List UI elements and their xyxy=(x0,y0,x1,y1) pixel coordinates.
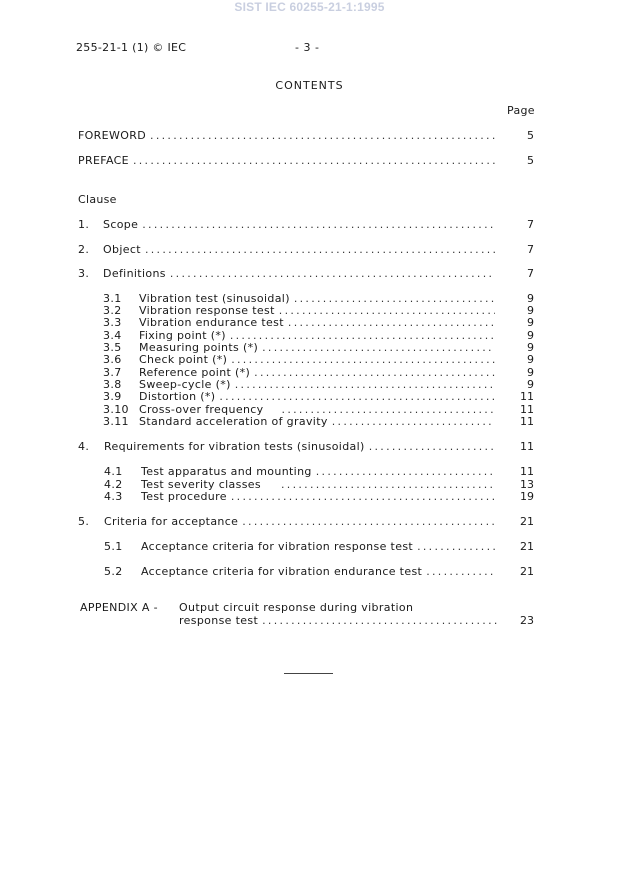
page-number: - 3 - xyxy=(295,41,320,54)
toc-entry-page: 5 xyxy=(527,154,534,167)
toc-entry-title: Requirements for vibration tests (sinusoidal) xyxy=(104,440,365,453)
toc-entry-number: 3.11 xyxy=(103,415,129,428)
toc-entry-title: Vibration endurance test xyxy=(139,316,284,329)
toc-entry-page: 9 xyxy=(527,316,534,329)
toc-entry-number: 3.2 xyxy=(103,304,122,317)
toc-entry-page: 19 xyxy=(520,490,534,503)
appendix-label: APPENDIX A - xyxy=(80,601,158,614)
toc-entry-title: Test procedure xyxy=(141,490,227,503)
toc-entry-page: 7 xyxy=(527,218,534,231)
toc-entry-number: 2. xyxy=(78,243,90,256)
toc-entry-number: 3.8 xyxy=(103,378,122,391)
dot-leader xyxy=(150,129,495,143)
toc-entry-title: Reference point (*) xyxy=(139,366,251,379)
toc-entry-page: 7 xyxy=(527,243,534,256)
toc-entry-number: 5. xyxy=(78,515,90,528)
toc-entry-title: Standard acceleration of gravity xyxy=(139,415,328,428)
dot-leader xyxy=(369,440,495,454)
toc-subentry[interactable] xyxy=(103,353,497,367)
dot-leader xyxy=(133,154,495,168)
toc-entry-appendix[interactable] xyxy=(80,601,500,615)
toc-entry-title: Acceptance criteria for vibration response test xyxy=(141,540,414,553)
toc-subentry[interactable] xyxy=(104,540,497,554)
toc-entry-title: Acceptance criteria for vibration endurance test xyxy=(141,565,423,578)
toc-entry-page: 5 xyxy=(527,129,534,142)
toc-entry-criteria[interactable] xyxy=(78,515,497,529)
toc-entry-title: Scope xyxy=(103,218,139,231)
toc-entry-number: 3.5 xyxy=(103,341,122,354)
dot-leader xyxy=(231,353,495,367)
toc-entry-page: 7 xyxy=(527,267,534,280)
toc-entry-title: Test apparatus and mounting xyxy=(141,465,312,478)
toc-entry-page: 9 xyxy=(527,304,534,317)
toc-entry-title: Sweep-cycle (*) xyxy=(139,378,231,391)
toc-subentry[interactable] xyxy=(104,490,497,504)
toc-entry-title: Definitions xyxy=(103,267,166,280)
dot-leader xyxy=(426,565,495,579)
toc-entry-page: 9 xyxy=(527,366,534,379)
dot-leader xyxy=(219,390,495,404)
toc-entry-title: Vibration test (sinusoidal) xyxy=(139,292,290,305)
toc-entry-page: 23 xyxy=(520,614,534,627)
toc-entry-title: Object xyxy=(103,243,141,256)
toc-entry-page: 9 xyxy=(527,378,534,391)
toc-entry-page: 9 xyxy=(527,341,534,354)
toc-entry-title: Criteria for acceptance xyxy=(104,515,239,528)
toc-entry-number: 5.1 xyxy=(104,540,123,553)
dot-leader xyxy=(262,614,497,628)
dot-leader xyxy=(316,465,495,479)
toc-entry-number: 3.4 xyxy=(103,329,122,342)
appendix-title-line1: Output circuit response during vibration xyxy=(179,601,414,614)
toc-entry-preface[interactable] xyxy=(78,154,497,168)
page-title: CONTENTS xyxy=(275,79,344,92)
toc-entry-appendix-continued[interactable] xyxy=(179,614,499,628)
toc-entry-page: 21 xyxy=(520,515,534,528)
toc-entry-foreword[interactable] xyxy=(78,129,497,143)
page-column-label: Page xyxy=(507,104,535,117)
dot-leader xyxy=(142,218,495,232)
dot-leader xyxy=(332,415,495,429)
toc-entry-number: 3.3 xyxy=(103,316,122,329)
toc-subentry[interactable] xyxy=(104,565,497,579)
dot-leader xyxy=(170,267,495,281)
toc-entry-page: 21 xyxy=(520,565,534,578)
toc-entry-number: 3.6 xyxy=(103,353,122,366)
toc-entry-number: 1. xyxy=(78,218,90,231)
toc-entry-number: 3.1 xyxy=(103,292,122,305)
dot-leader xyxy=(242,515,495,529)
dot-leader xyxy=(231,490,495,504)
toc-entry-page: 9 xyxy=(527,292,534,305)
toc-entry-number: 3. xyxy=(78,267,90,280)
toc-entry-title: FOREWORD xyxy=(78,129,147,142)
toc-entry-requirements[interactable] xyxy=(78,440,497,454)
toc-entry-number: 5.2 xyxy=(104,565,123,578)
document-reference: 255-21-1 (1) © IEC xyxy=(76,41,187,54)
toc-entry-title: Check point (*) xyxy=(139,353,228,366)
toc-entry-title: Measuring points (*) xyxy=(139,341,259,354)
toc-entry-number: 3.10 xyxy=(103,403,129,416)
toc-entry-page: 9 xyxy=(527,329,534,342)
toc-entry-page: 13 xyxy=(520,478,534,491)
toc-entry-page: 9 xyxy=(527,353,534,366)
toc-entry-page: 11 xyxy=(520,440,534,453)
toc-entry-page: 21 xyxy=(520,540,534,553)
clause-column-label: Clause xyxy=(78,193,117,206)
watermark: SIST IEC 60255-21-1:1995 xyxy=(234,0,385,14)
toc-entry-title: Cross-over frequency xyxy=(139,403,264,416)
toc-entry-page: 11 xyxy=(520,415,534,428)
toc-entry-page: 11 xyxy=(520,403,534,416)
toc-subentry[interactable] xyxy=(103,316,497,330)
toc-entry-object[interactable] xyxy=(78,243,497,257)
toc-entry-definitions[interactable] xyxy=(78,267,497,281)
dot-leader xyxy=(417,540,495,554)
toc-entry-number: 3.9 xyxy=(103,390,122,403)
toc-entry-title: PREFACE xyxy=(78,154,129,167)
toc-subentry[interactable] xyxy=(103,390,497,404)
dot-leader xyxy=(145,243,495,257)
dot-leader xyxy=(288,316,495,330)
toc-entry-title: Vibration response test xyxy=(139,304,275,317)
toc-entry-title: Distortion (*) xyxy=(139,390,216,403)
toc-subentry[interactable] xyxy=(104,465,497,479)
toc-entry-title: Test severity classes xyxy=(141,478,261,491)
toc-entry-scope[interactable] xyxy=(78,218,497,232)
toc-entry-number: 4.3 xyxy=(104,490,123,503)
end-rule xyxy=(284,673,333,674)
toc-entry-page: 11 xyxy=(520,390,534,403)
toc-subentry[interactable] xyxy=(103,415,497,429)
toc-entry-number: 4. xyxy=(78,440,90,453)
toc-entry-number: 3.7 xyxy=(103,366,122,379)
toc-entry-page: 11 xyxy=(520,465,534,478)
toc-entry-number: 4.1 xyxy=(104,465,123,478)
toc-entry-title: Fixing point (*) xyxy=(139,329,226,342)
toc-entry-number: 4.2 xyxy=(104,478,123,491)
appendix-title-line2: response test xyxy=(179,614,259,627)
